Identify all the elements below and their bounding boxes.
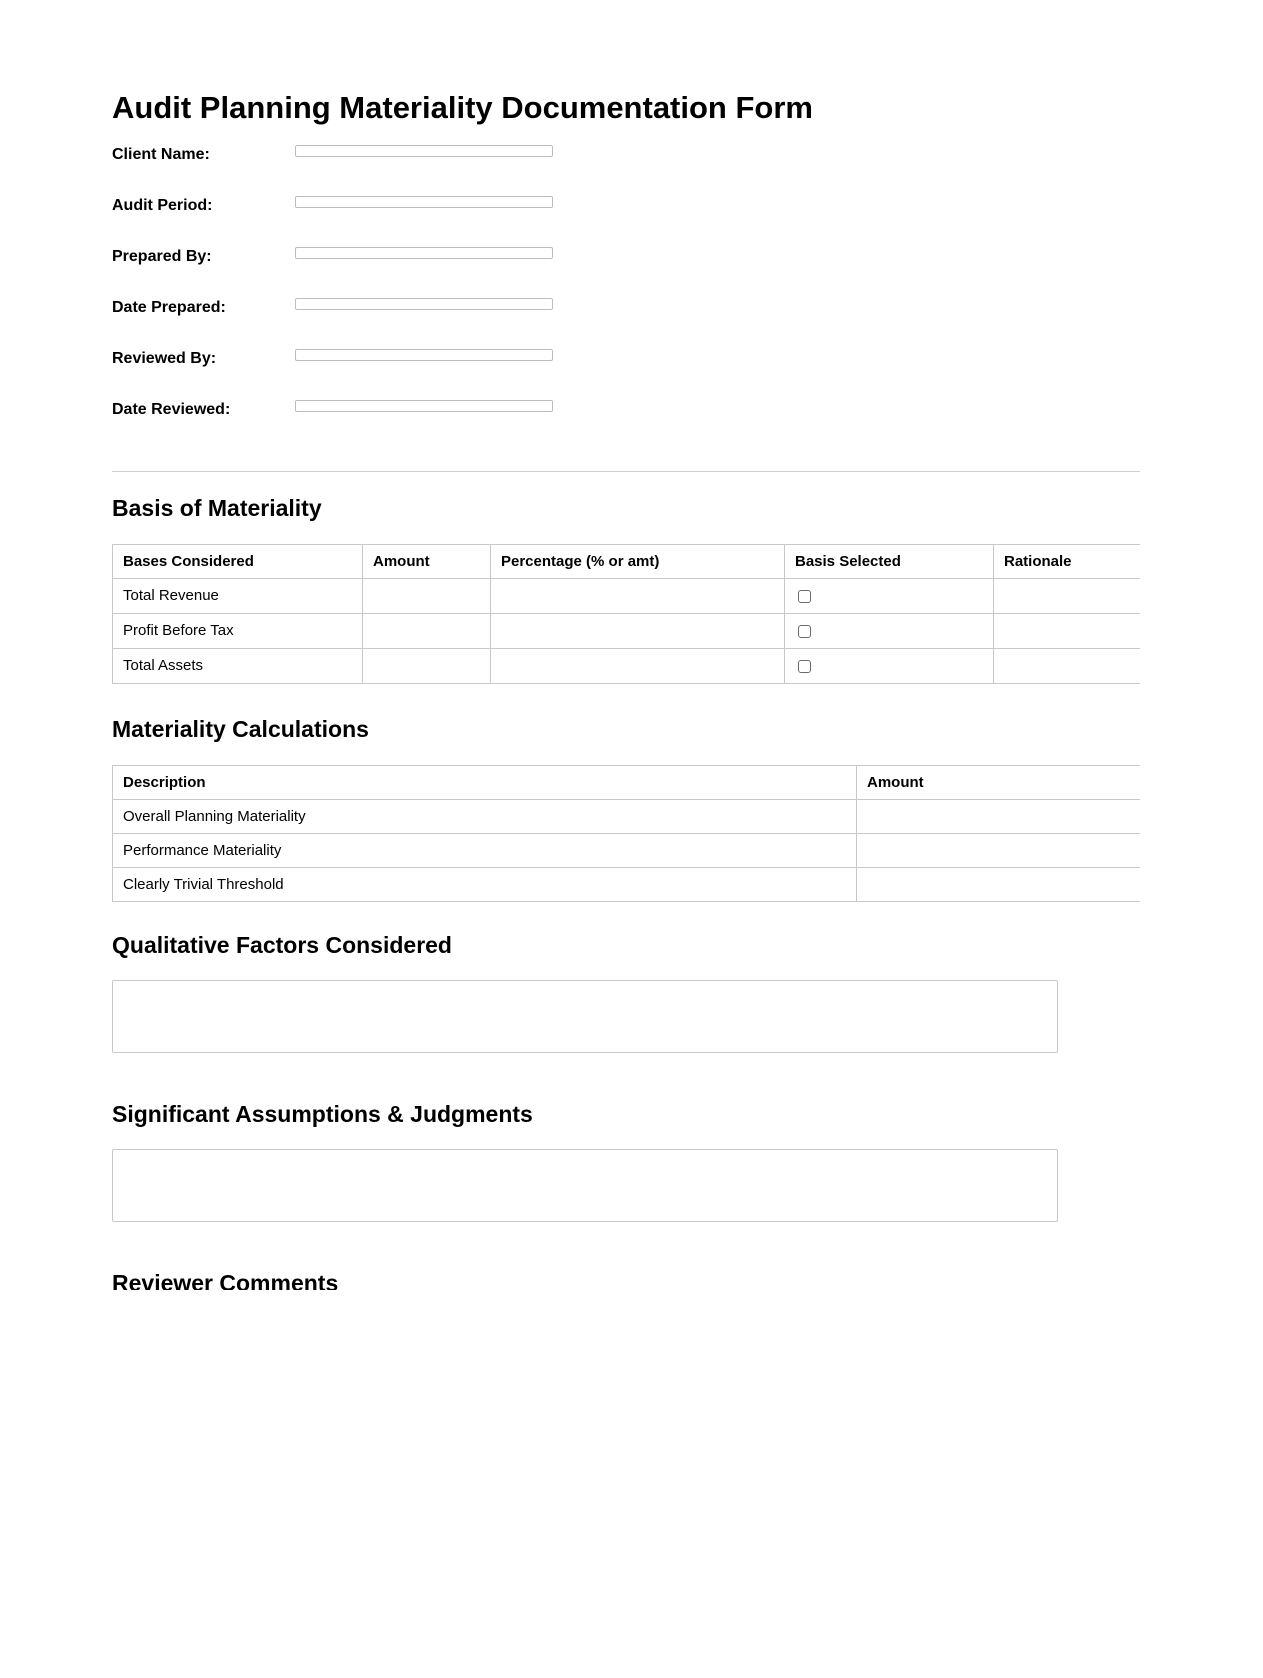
rationale-cell[interactable] (994, 579, 1141, 614)
amount-cell[interactable] (363, 579, 491, 614)
basis-heading: Basis of Materiality (112, 495, 322, 521)
basis-selected-checkbox[interactable] (798, 660, 811, 673)
field-row-reviewed-by (112, 347, 712, 371)
field-row-client-name (112, 143, 712, 167)
field-row-date-reviewed (112, 398, 712, 422)
basis-table (112, 544, 1140, 684)
table-row (113, 614, 1141, 649)
percentage-cell[interactable] (491, 579, 785, 614)
percentage-cell[interactable] (491, 614, 785, 649)
form-content (112, 0, 1140, 1290)
prepared-by-label: Prepared By: (112, 248, 212, 265)
column-header-amount: Amount (857, 766, 1141, 800)
rationale-cell[interactable] (994, 649, 1141, 684)
audit-period-label: Audit Period: (112, 197, 213, 214)
rationale-cell[interactable] (994, 614, 1141, 649)
table-row (113, 868, 1141, 902)
reviewer-comments-heading: Reviewer Comments (112, 1270, 339, 1290)
table-row (113, 800, 1141, 834)
table-row (113, 649, 1141, 684)
column-header-bases: Bases Considered (113, 545, 363, 579)
date-prepared-input[interactable] (295, 298, 553, 310)
table-row (113, 834, 1141, 868)
calculations-heading: Materiality Calculations (112, 716, 369, 742)
client-name-input[interactable] (295, 145, 553, 157)
column-header-amount: Amount (363, 545, 491, 579)
date-reviewed-label: Date Reviewed: (112, 401, 231, 418)
amount-cell[interactable] (857, 868, 1141, 902)
prepared-by-input[interactable] (295, 247, 553, 259)
base-cell: Total Assets (113, 649, 363, 684)
section-divider (112, 471, 1140, 472)
basis-selected-cell (785, 649, 994, 684)
column-header-rationale: Rationale (994, 545, 1141, 579)
calculations-table (112, 765, 1140, 902)
qualitative-factors-textarea[interactable] (112, 980, 1058, 1053)
amount-cell[interactable] (363, 614, 491, 649)
assumptions-textarea[interactable] (112, 1149, 1058, 1222)
basis-selected-checkbox[interactable] (798, 625, 811, 638)
basis-selected-cell (785, 579, 994, 614)
column-header-basis-selected: Basis Selected (785, 545, 994, 579)
reviewed-by-input[interactable] (295, 349, 553, 361)
page-title: Audit Planning Materiality Documentation Form (112, 90, 813, 125)
table-row (113, 579, 1141, 614)
column-header-percentage: Percentage (% or amt) (491, 545, 785, 579)
table-header-row (113, 766, 1141, 800)
reviewed-by-label: Reviewed By: (112, 350, 217, 367)
field-row-prepared-by (112, 245, 712, 269)
audit-period-input[interactable] (295, 196, 553, 208)
basis-selected-checkbox[interactable] (798, 590, 811, 603)
field-row-audit-period (112, 194, 712, 218)
date-reviewed-input[interactable] (295, 400, 553, 412)
date-prepared-label: Date Prepared: (112, 299, 226, 316)
base-cell: Total Revenue (113, 579, 363, 614)
assumptions-heading: Significant Assumptions & Judgments (112, 1101, 533, 1127)
base-cell: Profit Before Tax (113, 614, 363, 649)
percentage-cell[interactable] (491, 649, 785, 684)
table-header-row (113, 545, 1141, 579)
description-cell: Overall Planning Materiality (113, 800, 857, 834)
description-cell: Performance Materiality (113, 834, 857, 868)
amount-cell[interactable] (363, 649, 491, 684)
qualitative-heading: Qualitative Factors Considered (112, 932, 452, 958)
amount-cell[interactable] (857, 800, 1141, 834)
field-row-date-prepared (112, 296, 712, 320)
column-header-description: Description (113, 766, 857, 800)
description-cell: Clearly Trivial Threshold (113, 868, 857, 902)
amount-cell[interactable] (857, 834, 1141, 868)
client-name-label: Client Name: (112, 146, 210, 163)
basis-selected-cell (785, 614, 994, 649)
